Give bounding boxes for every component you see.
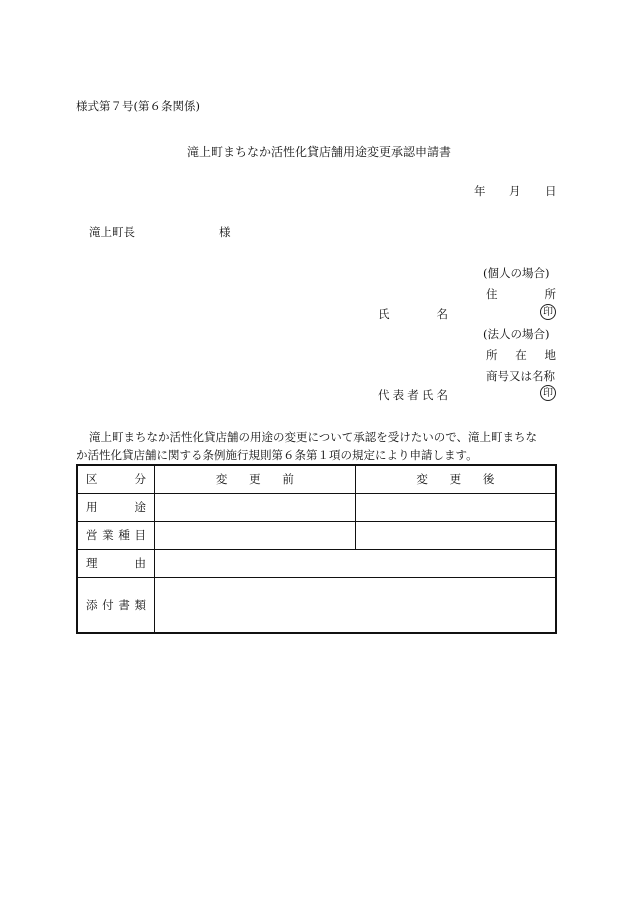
name-label: 氏 名 bbox=[378, 307, 448, 321]
location-label: 所 在 地 bbox=[486, 348, 556, 362]
document-title: 滝上町まちなか活性化貸店舗用途変更承認申請書 bbox=[187, 145, 452, 159]
business-type-after-field[interactable] bbox=[355, 521, 556, 549]
row-label-business-type: 営 業 種 目 bbox=[77, 521, 155, 549]
use-before-field[interactable] bbox=[155, 493, 356, 521]
seal-mark: 印 bbox=[540, 304, 556, 320]
attachments-field[interactable] bbox=[155, 577, 557, 633]
row-label-attachments: 添 付 書 類 bbox=[77, 577, 155, 633]
individual-heading: (個人の場合) bbox=[483, 266, 550, 280]
date-day: 日 bbox=[545, 184, 557, 198]
seal-mark-representative: 印 bbox=[540, 385, 556, 401]
application-table bbox=[76, 464, 557, 634]
trade-name-label: 商号又は名称 bbox=[486, 369, 555, 383]
date-month: 月 bbox=[509, 184, 521, 198]
representative-label: 代 表 者 氏 名 bbox=[378, 388, 448, 402]
table-row-attachments bbox=[77, 577, 556, 633]
address-label: 住 所 bbox=[486, 287, 556, 301]
business-type-before-field[interactable] bbox=[155, 521, 356, 549]
use-after-field[interactable] bbox=[355, 493, 556, 521]
row-label-reason: 理 由 bbox=[77, 549, 155, 577]
addressee-name: 滝上町長 bbox=[89, 225, 135, 239]
table-row-business-type bbox=[77, 521, 556, 549]
header-category: 区 分 bbox=[77, 465, 155, 493]
table-header-row bbox=[77, 465, 556, 493]
header-before: 変 更 前 bbox=[155, 465, 356, 493]
corporate-heading: (法人の場合) bbox=[483, 327, 550, 341]
addressee-honorific: 様 bbox=[219, 225, 231, 239]
body-line-2: か活性化貸店舗に関する条例施行規則第６条第１項の規定により申請します。 bbox=[76, 448, 478, 462]
reason-field[interactable] bbox=[155, 549, 557, 577]
form-number: 様式第７号(第６条関係) bbox=[76, 99, 200, 113]
row-label-use: 用 途 bbox=[77, 493, 155, 521]
table-row-use bbox=[77, 493, 556, 521]
date-year: 年 bbox=[474, 184, 486, 198]
body-line-1: 滝上町まちなか活性化貸店舗の用途の変更について承認を受けたいので、滝上町まちな bbox=[89, 430, 538, 444]
table-row-reason bbox=[77, 549, 556, 577]
header-after: 変 更 後 bbox=[355, 465, 556, 493]
